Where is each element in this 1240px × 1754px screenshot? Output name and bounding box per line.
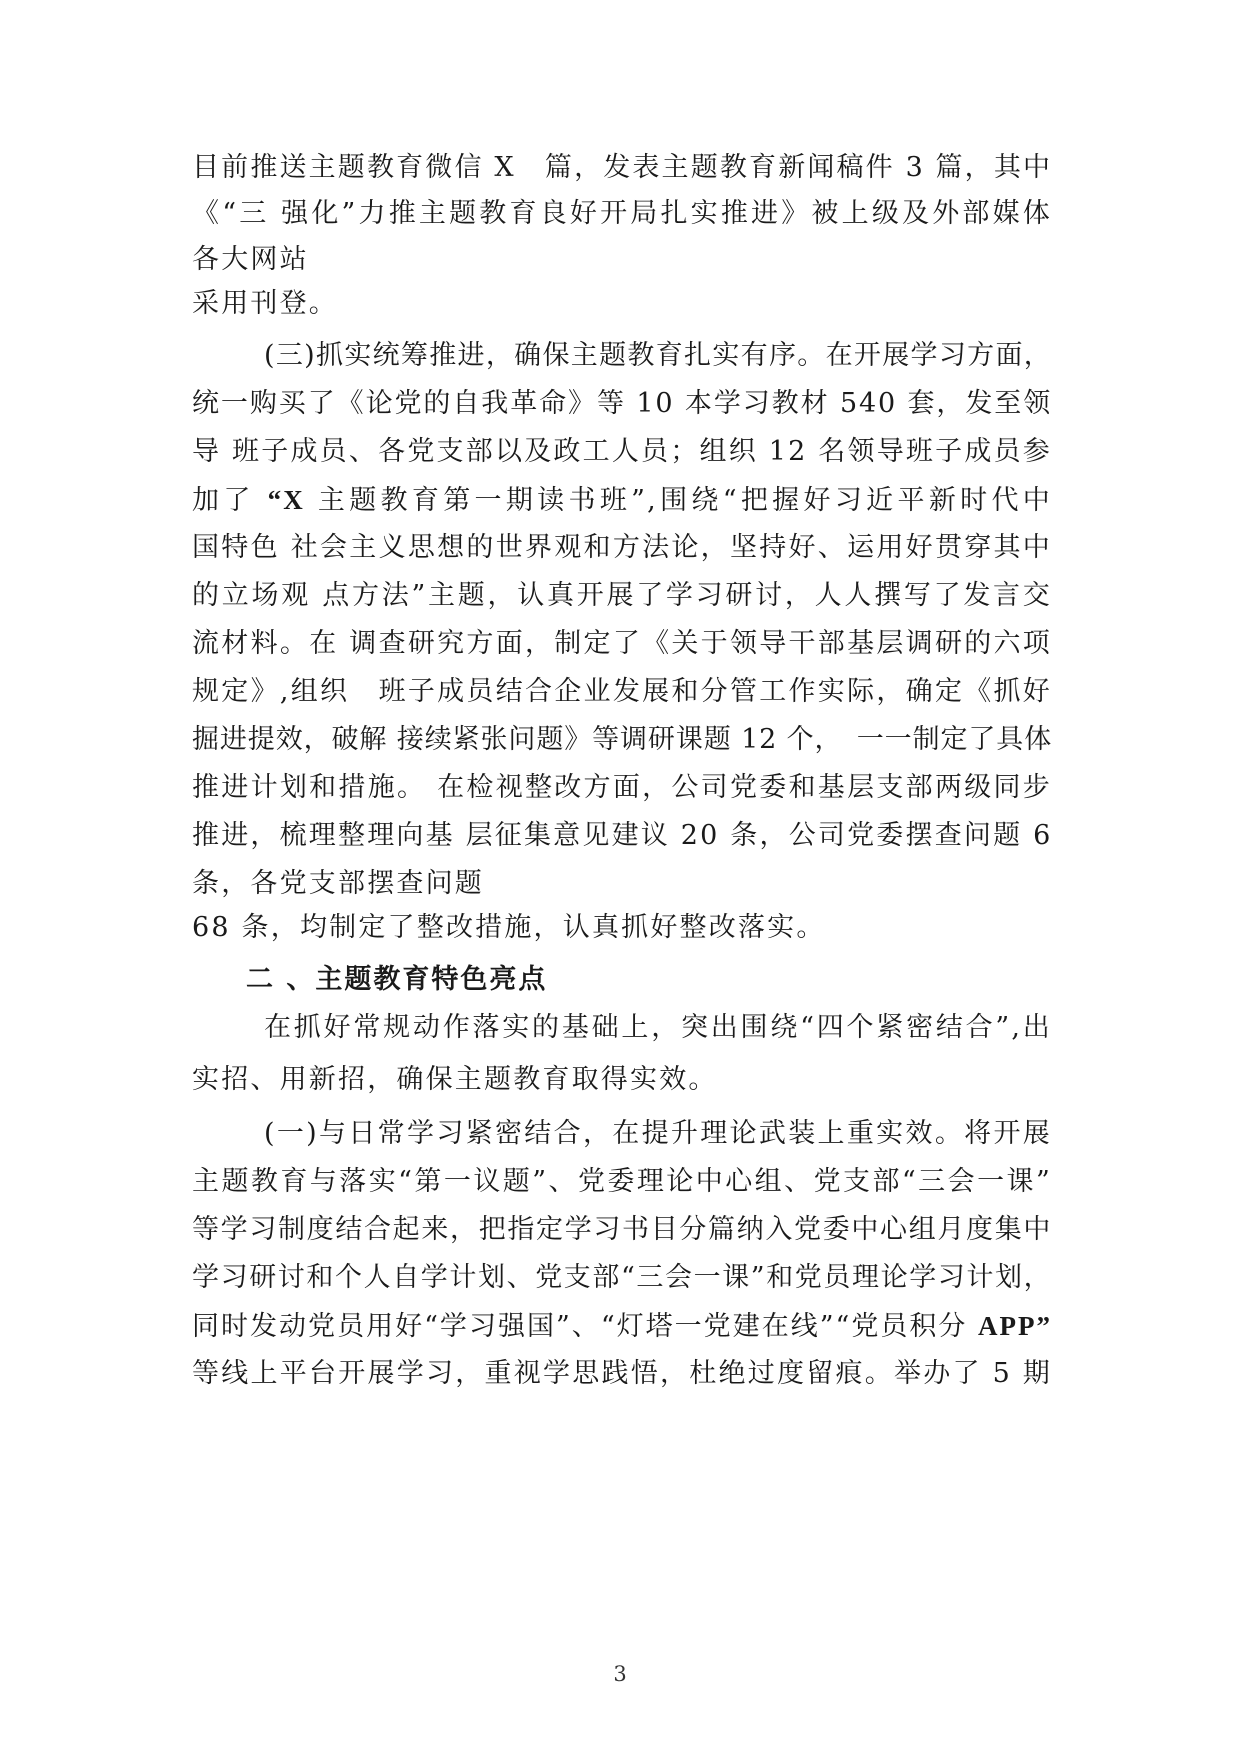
body-text-line: 规定》,组织 班子成员结合企业发展和分管工作实际，确定《抓好 <box>192 676 1052 707</box>
body-text-line: 国特色 社会主义思想的世界观和方法论，坚持好、运用好贯穿其中 <box>192 532 1052 563</box>
body-text-line: 掘进提效，破解 接续紧张问题》等调研课题 12 个， 一一制定了具体 <box>192 724 1052 755</box>
body-text-line: 实招、用新招，确保主题教育取得实效。 <box>192 1064 718 1095</box>
body-text-line <box>192 1308 1052 1345</box>
body-text-line: 主题教育与落实“第一议题”、党委理论中心组、党支部“三会一课” <box>192 1166 1052 1197</box>
text-run: 同时发动党员用好“学习强国”、“灯塔一党建在线”“党员积分 <box>192 1311 979 1342</box>
body-text-line: 导 班子成员、各党支部以及政工人员；组织 12 名领导班子成员参 <box>192 436 1052 467</box>
body-text-line: 《“三 强化”力推主题教育良好开局扎实推进》被上级及外部媒体 <box>192 198 1052 229</box>
body-text-line: 统一购买了《论党的自我革命》等 10 本学习教材 540 套，发至领 <box>192 388 1052 419</box>
text-run: 加了 <box>192 485 268 516</box>
body-text-line: 流材料。在 调查研究方面，制定了《关于领导干部基层调研的六项 <box>192 628 1052 659</box>
body-text-line: 学习研讨和个人自学计划、党支部“三会一课”和党员理论学习计划， <box>192 1262 1053 1293</box>
body-text-line: 各大网站 <box>192 244 309 275</box>
body-text-line: 在抓好常规动作落实的基础上，突出围绕“四个紧密结合”,出 <box>264 1012 1052 1043</box>
body-text-line: (三)抓实统筹推进，确保主题教育扎实有序。在开展学习方面， <box>264 340 1052 371</box>
text-run: 主题教育第一期读书班”,围绕“把握好习近平新时代中 <box>304 485 1052 516</box>
body-text-line: 的立场观 点方法”主题，认真开展了学习研讨，人人撰写了发言交 <box>192 580 1052 611</box>
body-text-line: 推进计划和措施。 在检视整改方面，公司党委和基层支部两级同步 <box>192 772 1052 803</box>
body-text-line: 等线上平台开展学习，重视学思践悟，杜绝过度留痕。举办了 5 期 <box>192 1358 1052 1389</box>
body-text-line <box>192 482 1052 519</box>
bold-text-run: APP” <box>978 1311 1052 1341</box>
body-text-line: 条，各党支部摆查问题 <box>192 868 484 899</box>
section-heading: 二 、主题教育特色亮点 <box>246 964 548 995</box>
body-text-line: 等学习制度结合起来，把指定学习书目分篇纳入党委中心组月度集中 <box>192 1214 1052 1245</box>
page-number: 3 <box>613 1662 627 1686</box>
body-text-line: 采用刊登。 <box>192 288 338 319</box>
bold-text-run: “X <box>267 485 305 515</box>
body-text-line: (一)与日常学习紧密结合，在提升理论武装上重实效。将开展 <box>264 1118 1052 1149</box>
body-text-line: 68 条，均制定了整改措施，认真抓好整改落实。 <box>192 912 826 943</box>
body-text-line: 目前推送主题教育微信 X 篇，发表主题教育新闻稿件 3 篇，其中 <box>192 152 1052 183</box>
body-text-line: 推进，梳理整理向基 层征集意见建议 20 条，公司党委摆查问题 6 <box>192 820 1053 851</box>
